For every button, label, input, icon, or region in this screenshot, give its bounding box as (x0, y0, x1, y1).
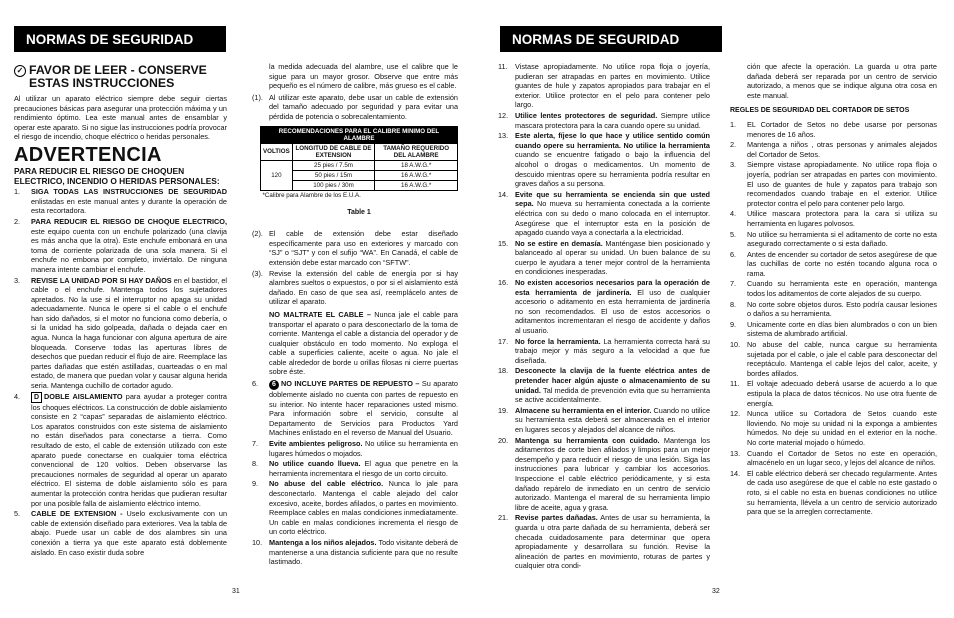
list-item (14, 509, 227, 557)
item-number: 2. (14, 216, 21, 226)
list-item (730, 120, 937, 139)
item-text: Siempre vistase apropiadamente. No utilice ropa floja o joyería, podrían ser atrapadas en partes con movimiento. El uso de guantes de hule y zapatos para trabajo son recomendados cuando trabaje en el exterior. Utilice protector contra el pelo para contener pelo largo. (747, 160, 937, 208)
table-cell: 50 pies / 15m (292, 170, 375, 180)
list-item (730, 449, 937, 468)
item-number: 14. (498, 189, 509, 199)
left-col-1 (14, 62, 227, 558)
item-number: 4. (14, 391, 21, 401)
list-item (14, 187, 227, 216)
list-item (14, 276, 227, 391)
left-col-2 (252, 62, 458, 568)
item-number: 2. (730, 140, 737, 150)
table-cell-voltage: 120 (261, 160, 293, 190)
item-text: Unicamente corte en días bien alumbrados o con un bien sistema de alumbrado artificial. (747, 319, 937, 339)
checkmark-icon: ✓ (14, 65, 26, 77)
list-item (730, 160, 937, 208)
table-cell: 25 pies / 7.5m (292, 160, 375, 170)
left-page-header (14, 26, 226, 52)
list-item (14, 392, 227, 509)
list-item (730, 409, 937, 447)
list-item (730, 230, 937, 249)
advertencia-subtitle: PARA REDUCIR EL RIESGO DE CHOQUEN ELECTRICO, INCENDIO O HERIDAS PERSONALES: (14, 165, 220, 186)
list-item (730, 379, 937, 408)
right-items-list-2 (730, 120, 937, 517)
item-text: PARA REDUCIR EL RIESGO DE CHOQUE ELECTRICO, este equipo cuenta con un enchufe polarizado (una clavija es más ancha que la otra). Este enchufe embonará en una toma de corriente polarizada de una sola manera. Si el enchufe no embona por completo, inviértalo. De ninguna manera intente cambiar el enchufe. (31, 216, 227, 274)
item-number: 5. (730, 229, 737, 239)
list-item (498, 111, 710, 130)
item-number: 3. (730, 160, 737, 170)
item-number: 9. (252, 479, 259, 489)
damaged-parts-continuation: ción que afecte la operación. La guarda u otra parte dañada deberá ser reparada por un centro de servicio autorizado, a menos que se indique alguna otra cosa en este manual. (747, 62, 937, 100)
list-item (498, 239, 710, 277)
right-page-header (500, 26, 722, 52)
item-text: Este alerta, fíjese lo que hace y utilice sentido común cuando opere su herramienta. No utilice la herramienta cuando se encuentre fatigado o bajo la influencia del alcohol o drogas o medicamentos. Un momento de descuido mientras opere su herramienta podría resultar en graves daños a su persona. (515, 131, 710, 189)
list-item (730, 320, 937, 339)
list-item (14, 217, 227, 275)
table-header: TAMAÑO REQUERIDO DEL ALAMBRE (375, 143, 458, 160)
item-text: Antes de encender su cortador de setos asegúrese de que las cuchillas de corte no estén tocando alguna roca o rama. (747, 249, 937, 278)
list-item (252, 439, 458, 458)
item-number: 1. (730, 119, 737, 129)
item-text: Evite que su herramienta se encienda sin que usted sepa. No mueva su herramienta conectada a la corriente eléctrica con su dedo o mano colocada en el interruptor. Asegúrese que el interruptor esta en la posición de apagado cuando vaya a conectarla a la electricidad. (515, 189, 710, 238)
list-item (498, 406, 710, 435)
item-text: SIGA TODAS LAS INSTRUCCIONES DE SEGURIDAD enlistadas en este manual antes y durante la operación de esta recortadora. (31, 187, 227, 216)
item-text: REVISE LA UNIDAD POR SI HAY DAÑOS en el bastidor, el cable o el enchufe. Mantenga todos los sujetadores apretados. No la use si el interruptor no apaga su unidad adecuadamente. Nunca le opere si el cable o el enchufe han sido dañados, si el motor no funciona como debería, o si la unidad ha sido golpeada, dañada o dejada caer en agua. Nunca la haga funcionar con alguna apertura de aire bloqueada. Conserve todas las aperturas libres de desechos que puedan reducir el flujo de aire. Reemplace las partes dañadas que estén astilladas, cuarteadas o en mal estado, de manera que puedan volar y causar alguna herida seria. Mantenga cuchillo de cortador agudo. (31, 275, 228, 391)
item-text: No utilice cuando llueva. El agua que penetre en la herramienta incrementara el riesgo de un corto circuito. (269, 459, 458, 478)
item-number: 12. (730, 409, 741, 419)
table-caption: Table 1 (347, 208, 371, 216)
item-number: 11. (498, 62, 508, 71)
list-item (498, 190, 710, 238)
table-footnote: *Calibre para Alambre de los E.U.A. (262, 191, 361, 199)
item-text: Mantenga a los niños alejados. Todo visitante deberá de mantenerse a una distancia suficiente para que no resulte lastimado. (269, 537, 459, 567)
item-text: No force la herramienta. La herramienta correcta hará su trabajo mejor y más seguro a la velocidad a que fue diseñada. (515, 336, 710, 365)
list-item (498, 436, 710, 513)
table-cell: 100 pies / 30m (292, 180, 375, 190)
right-col-1 (498, 62, 710, 572)
list-item (730, 300, 937, 319)
list-item (730, 340, 937, 378)
sub-item-3: (3). Revise la extensión del cable de energía por si hay alambres sueltos o expuestos, o por si el aislamiento está dañado. En caso de que sea así, reemplácelo antes de utilizar el aparato. (252, 268, 458, 307)
list-item (498, 131, 710, 189)
item-text: El voltaje adecuado deberá usarse de acuerdo a lo que estipula la placa de datos técnicos. No use otra fuente de energía. (747, 379, 937, 408)
table-header: VOLTIOS (261, 143, 293, 160)
table-header: LONGITUD DE CABLE DE EXTENSION (292, 143, 375, 160)
item-number: 7. (730, 279, 737, 289)
left-items-list-2 (252, 379, 458, 567)
item-text: No corte sobre objetos duros. Esto podría causar lesiones o daños a su herramienta. (747, 299, 937, 319)
intro-paragraph: Al utilizar un aparato eléctrico siempre debe seguir ciertas precauciones básicas para asegurar una protección máxima y un rendimiento óptimo. Lea este manual antes de ensamblar y operar este aparato. Si no sigue las instrucciones podría provocar el riesgo de incendio, choque eléctrico o heridas personales. (14, 94, 227, 142)
right-items-list-1 (498, 62, 710, 571)
sub-item-1: (1). Al utilizar este aparato, debe usar un cable de extensión del tamaño adecuado por seguridad y para evitar una pérdida de potencia o sobrecalentamiento. (252, 92, 458, 121)
page-number: 32 (712, 588, 720, 595)
hedge-trimmer-rules-title: REGLES DE SEGURIDAD DEL CORTADOR DE SETOS (730, 107, 910, 115)
item-text: CABLE DE EXTENSION - Uselo exclusivamente con un cable de extensión diseñado para exteriores. Vea la tabla de abajo. Puede usar un cable de dos alambres sin una conexión a tierra ya que este aparato está doblemente aislado. En caso existir duda sobre (31, 509, 228, 557)
wire-table-wrap (252, 126, 458, 218)
item-text: Revise partes dañadas. Antes de usar su herramienta, la guarda u otra parte dañada de su herramienta, deberá ser checada cuidadosamente para determinar que opera apropiadamente y desarrollara su función. Revise la alineación de partes en movimiento, roturas de partes y cualquier otra condi- (515, 513, 710, 571)
list-item (730, 140, 937, 159)
item-text: Cuando su herramienta este en operación, mantenga todos los aditamentos de corte alejados de su cuerpo. (747, 279, 937, 299)
item-number: 10. (252, 537, 263, 547)
item-number: 6. (730, 249, 737, 259)
item-number: 12. (498, 110, 509, 120)
table-cell: 18 A.W.G.* (375, 160, 458, 170)
item-number: 1. (14, 187, 21, 197)
item-text: Utilice mascara protectora para la cara si utiliza su herramienta en lugares polvosos. (747, 209, 937, 228)
item-number: 11. (730, 379, 740, 389)
page-number: 31 (232, 588, 240, 595)
item-text: Vistase apropiadamente. No utilice ropa floja o joyería, pudieran ser atrapadas en partes en movimiento. Utilice guantes de hule y zapatos apropiados para trabajar en el exterior. Utilice protector en el pelo para contener pelo largo. (515, 62, 710, 110)
item-number: 16. (498, 278, 509, 288)
item-text: Evite ambientes peligroso. No utilice su herramienta en lugares húmedos o mojados. (269, 439, 458, 458)
item-number: 8. (252, 459, 259, 469)
item-text: Almacene su herramienta en el interior. Cuando no utilice su herramienta esta deberá ser almacenada en el interior en lugares secos y alejados del alcance de niños. (515, 405, 711, 434)
list-item (252, 479, 458, 537)
item-number: 4. (730, 209, 737, 219)
list-item (498, 366, 710, 404)
item-text: 6 NO INCLUYE PARTES DE REPUESTO – Su aparato doblemente aislado no cuenta con partes de repuesto en su interior. No intente hacer reparaciones usted mismo. Para información sobre el servicio, consulte al Departamento de Servicios para Productos Yard Machines enlistado en el reverso de Manual del Usuario. (269, 379, 458, 438)
list-item (498, 278, 710, 336)
item-number: 19. (498, 405, 509, 415)
table-cell: 16 A.W.G.* (375, 170, 458, 180)
item-number: 6. (252, 379, 259, 389)
list-item (498, 337, 710, 366)
item-text: Utilice lentes protectores de seguridad. Siempre utilice mascara protectora para la cara cuando opere su unidad. (515, 110, 710, 130)
list-item (730, 279, 937, 298)
item-number: 18. (498, 366, 509, 376)
item-number: 5. (14, 509, 21, 519)
left-header-title: NORMAS DE SEGURIDAD (26, 31, 194, 47)
no-maltrate-paragraph: NO MALTRATE EL CABLE – Nunca jale el cable para transportar el aparato o para desconectarlo de la toma de corriente. Mantenga el cable a distancia del operador y de cualquier obstáculo en todo momento. No exploga el cable a superficies caliente, aceite o agua. No jale el cable alrededor de borde u orillas filosas ni cierre puertas sobre éste. (269, 309, 458, 377)
list-item (498, 513, 710, 571)
item-number: 13. (498, 131, 509, 141)
wire-gauge-table (260, 126, 458, 200)
item-text: No se estire en demasía. Manténgase bien posicionado y balanceado al operar su unidad. Un buen balance de su cuerpo le ayudara a tener mejor control de la herramienta en condiciones inesperadas. (515, 238, 710, 277)
item-number: 7. (252, 439, 259, 449)
item-text: No utilice su herramienta si el aditamento de corte no esta asegurado correctamente o si esta dañado. (747, 229, 937, 249)
item-number: 10. (730, 340, 741, 350)
table-title: RECOMENDACIONES PARA EL CALIBRE MINIMO DEL ALAMBRE (261, 126, 458, 143)
item-number: 9. (730, 319, 737, 329)
right-col-2 (730, 62, 937, 518)
table-cell: 16 A.W.G.* (375, 180, 458, 190)
item-text: No abuse del cable eléctrico. Nunca lo jale para desconectarlo. Mantenga el cable alejado del calor excesivo, aceite, bordes afilados, o partes en movimiento. Reemplace cables en malas condiciones inmediatamente. Un cable en malas condiciones incrementa el riesgo de un corto eléctrico. (269, 479, 458, 537)
page-32 (477, 0, 954, 618)
item-text: Desconecte la clavija de la fuente eléctrica antes de pretender hacer algún ajuste o almacenamiento de su unidad. Tal medida de prevención evita que su herramienta se active accidentalmente. (515, 366, 710, 405)
item-number: 20. (498, 435, 509, 445)
list-item (252, 538, 458, 567)
item-number: 13. (730, 448, 741, 458)
item-number: 17. (498, 336, 509, 346)
double-insulation-icon: D (31, 392, 42, 403)
left-items-list-1 (14, 187, 227, 557)
item-text: Nunca utilice su Cortadora de Setos cuando este lloviendo. No moje su unidad ni la exponga a ambientes húmedos. No deje su unidad en el exterior en la noche. No corte material mojado o húmedo. (747, 409, 937, 447)
item-text: EL Cortador de Setos no debe usarse por personas menores de 16 años. (747, 119, 937, 139)
item-number: 14. (730, 468, 741, 478)
item-number: 3. (14, 275, 21, 285)
item-text: No abuse del cable, nunca cargue su herramienta sujetada por el cable, o jale el cable para desconectar del receptáculo. Mantenga el cable lejos del calor, aceite, y bordes afilados. (747, 340, 937, 378)
list-item (252, 379, 458, 438)
list-item (252, 459, 458, 478)
sub-item-2: (2). El cable de extensión debe estar diseñado específicamente para uso en exteriores y marcado con “SJ” o “SJT” y con el sufijo “WA”. En Canadá, el cable de extensión debe estar marcado con “SFTW”. (252, 229, 458, 267)
no-service-parts-icon: 6 (269, 380, 279, 390)
advertencia-title: ADVERTENCIA (14, 143, 162, 166)
item-text: Mantenga su herramienta con cuidado. Mantenga los aditamentos de corte bien afilados y limpios para un mejor desempeño y para reducir el riesgo de una lesión. Siga las instrucciones para lubricar y cambiar los accesorios. Inspeccione el cable eléctrico periódicamente, y si esta dañado repárelo de inmediato en un centro de servicio autorizado. Mantenga el mareral de su herramienta limpio libre de aceite, agua y grasa. (515, 435, 710, 512)
item-text: No existen accesorios necesarios para la operación de esta herramienta de jardinería. El uso de cualquier accesorio o aditamento en esta herramienta de jardinería no son recomendados. El uso de estos accesorios o aditamentos incrementaran el riesgo de accidente y daños al usuario. (515, 278, 710, 336)
item-number: 15. (498, 238, 509, 248)
list-item (730, 209, 937, 228)
item-text: Cuando el Cortador de Setos no este en operación, almacénelo en un lugar seco, y lejos del alcance de niños. (747, 448, 937, 468)
favor-title: ✓ FAVOR DE LEER - CONSERVE ESTAS INSTRUCCIONES (14, 64, 227, 90)
list-item (498, 62, 710, 110)
item-text: D DOBLE AISLAMIENTO para ayudar a proteger contra los choques eléctricos. La construcción de doble aislamiento consiste en 2 “capas” separadas de aislamiento eléctrico. Los aparatos construidos con este sistema de aislamiento no están diseñados para conectarse a tierra. Como resultado de esto, el cable de extensión utilizado con este aparato puede conectarse en cualquier toma eléctrica convencional de 120 voltios. Deben observarse las precauciones normales de seguridad al operar un aparato eléctrico. El sistema de doble aislamiento sólo es para aumentar la protección contra heridas que pudieran resultar por una posible falla de aislamiento eléctrico interno. (31, 391, 227, 508)
item-number: 8. (730, 299, 737, 309)
right-header-title: NORMAS DE SEGURIDAD (512, 31, 680, 47)
item-text: Mantenga a niños , otras personas y animales alejados del Cortador de Setos. (747, 140, 937, 159)
item-number: 21. (498, 513, 509, 523)
list-item (730, 250, 937, 279)
item-text: El cable eléctrico deberá ser checado regularmente. Antes de cada uso asegúrese de que el cable no este gastado o roto, si el cable no esta en buenas condiciones no utilice su herramienta, llévela a un centro de servicio autorizado para que se la arreglen correctamente. (747, 468, 937, 517)
list-item (730, 469, 937, 517)
cable-continuation: la medida adecuada del alambre, use el calibre que le sigue para un mayor grosor. Observe que entre más pequeño es el número de calibre, más grueso es el cable. (269, 62, 458, 91)
